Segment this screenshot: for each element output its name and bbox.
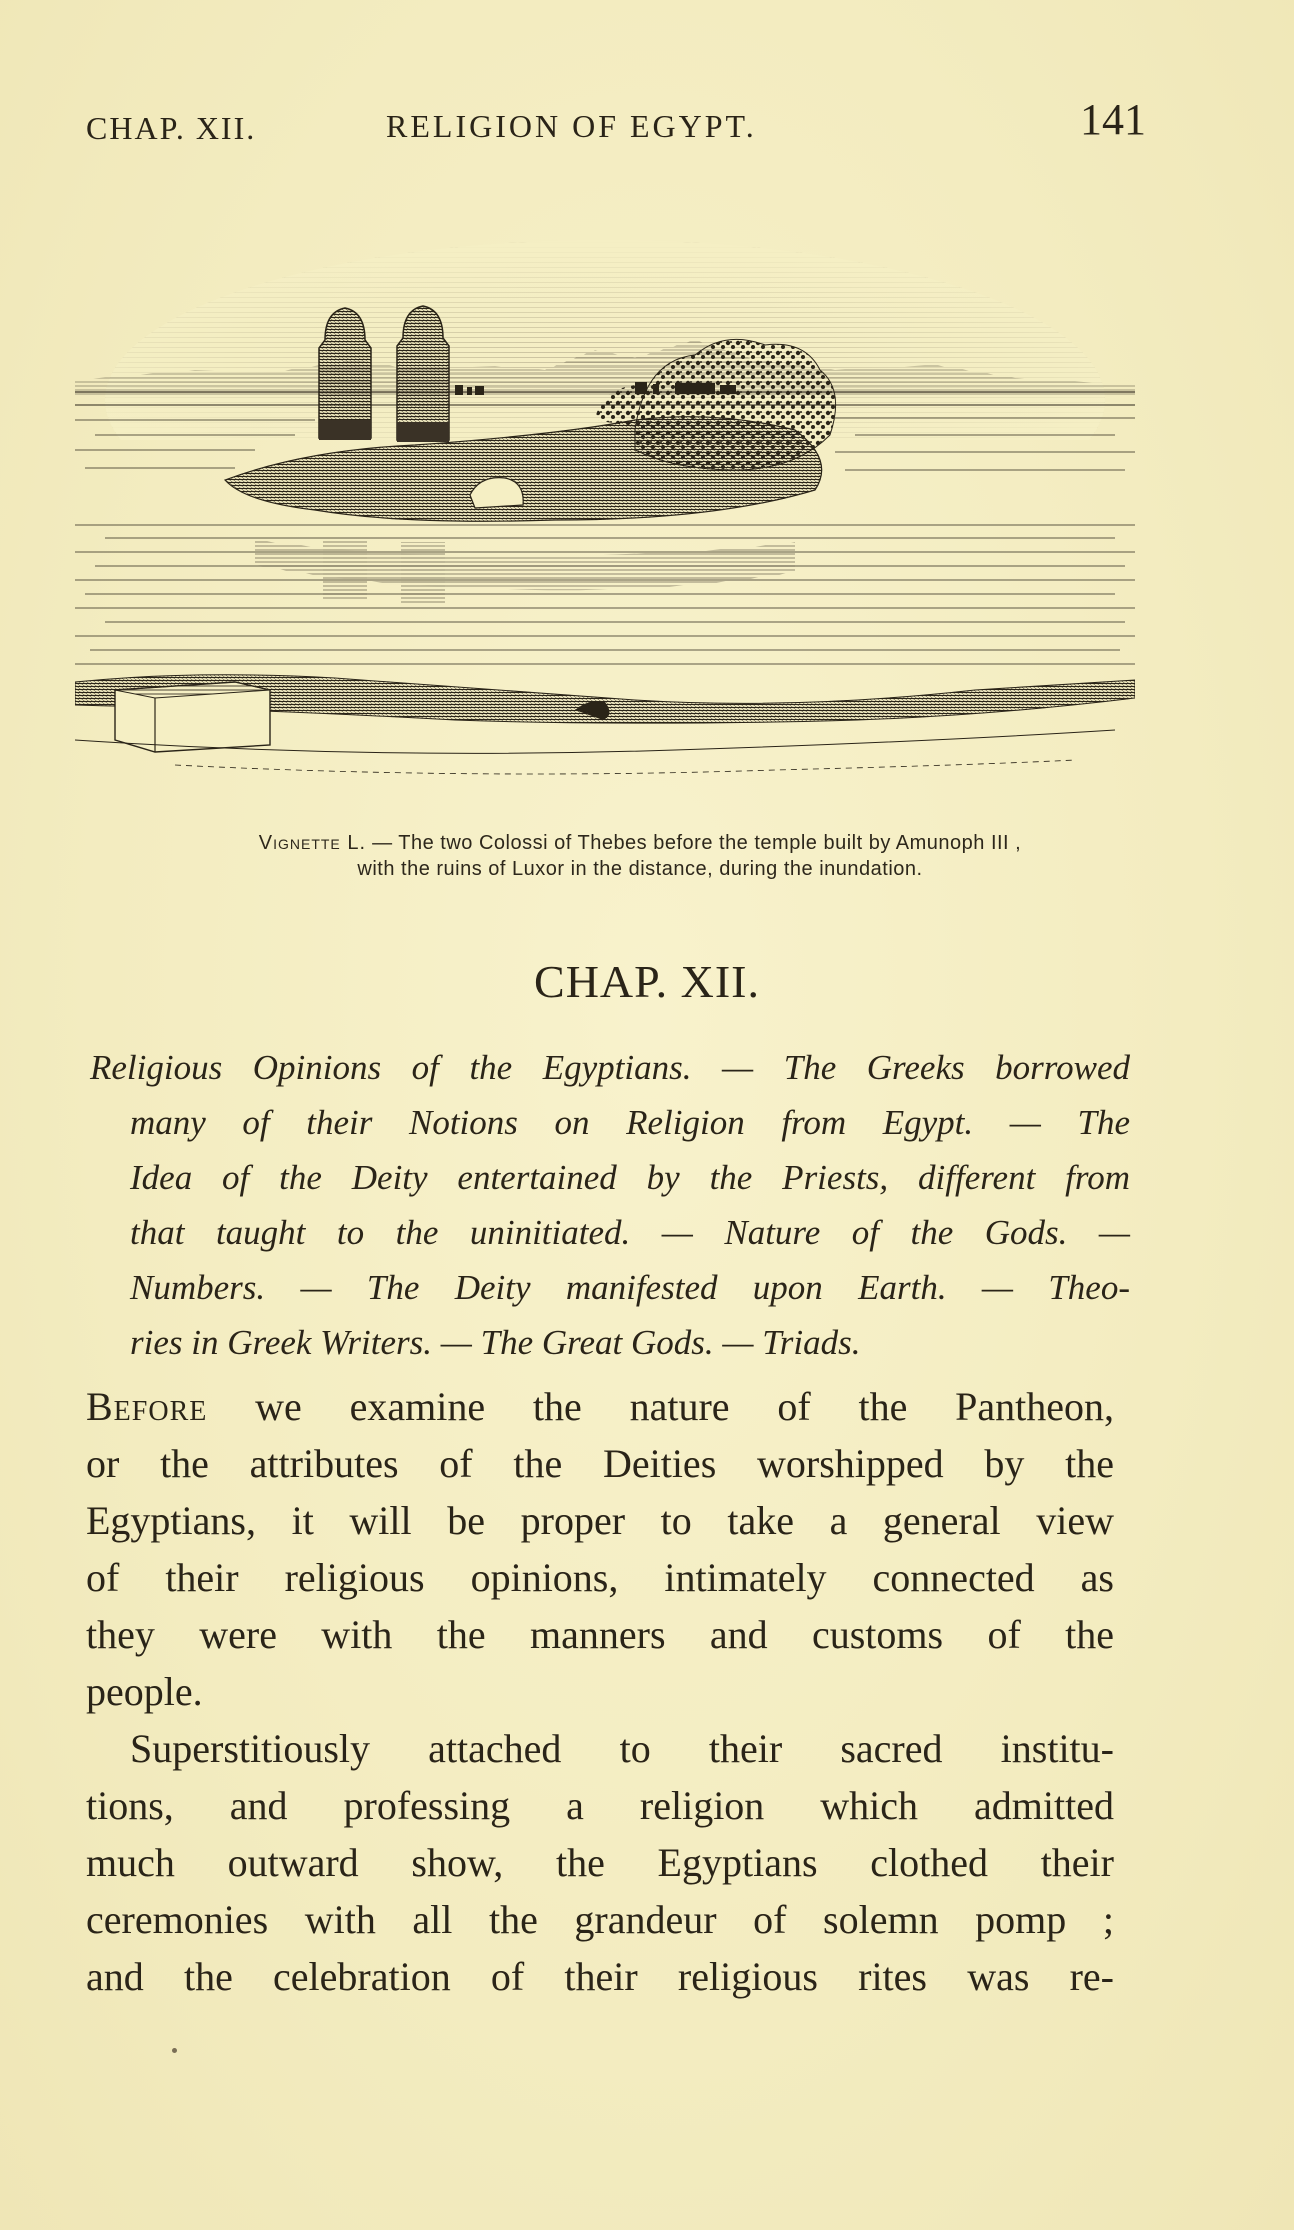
body-line: of their religious opinions, intimately connected as [86, 1555, 1114, 1600]
body-line: Egyptians, it will be proper to take a general view [86, 1498, 1114, 1543]
reflection [255, 540, 795, 604]
summary-line: Idea of the Deity entertained by the Priests, different from [130, 1158, 1130, 1197]
running-head [86, 95, 1146, 152]
page-number: 141 [1080, 95, 1146, 144]
vignette-caption [100, 830, 1180, 882]
body-line: much outward show, the Egyptians clothed their [86, 1840, 1114, 1885]
paper-speck [172, 2048, 177, 2053]
running-head-title: RELIGION OF EGYPT. [386, 108, 757, 144]
running-head-chapter: CHAP. XII. [86, 110, 257, 146]
foreground [75, 675, 1135, 774]
caption-line-2: with the ruins of Luxor in the distance, during the inundation. [357, 858, 923, 880]
body-line: Superstitiously attached to their sacred institu- [130, 1726, 1114, 1771]
body-line: they were with the manners and customs of the [86, 1612, 1114, 1657]
caption-line-1 [100, 830, 1180, 856]
body-line: or the attributes of the Deities worshipped by the [86, 1441, 1114, 1486]
body-line: people. [86, 1669, 203, 1714]
caption-line-1-text: — The two Colossi of Thebes before the temple built by Amunoph III , [366, 832, 1022, 854]
summary-line: Numbers. — The Deity manifested upon Earth. — Theo- [130, 1268, 1130, 1307]
body-line: tions, and professing a religion which admitted [86, 1783, 1114, 1828]
vignette-label: Vignette L. [258, 832, 367, 854]
chapter-heading: CHAP. XII. [534, 956, 760, 1007]
body-line: ceremonies with all the grandeur of solemn pomp ; [86, 1897, 1114, 1942]
opening-word: Before [86, 1384, 208, 1429]
body-line: and the celebration of their religious rites was re- [86, 1954, 1114, 1999]
summary-line: ries in Greek Writers. — The Great Gods. — Triads. [130, 1323, 861, 1362]
vignette-engraving [75, 220, 1135, 820]
body-line-text: we examine the nature of the Pantheon, [207, 1384, 1114, 1429]
summary-line: Religious Opinions of the Egyptians. — The Greeks borrowed [90, 1048, 1130, 1087]
chapter-summary [90, 1040, 1130, 1370]
summary-line: many of their Notions on Religion from Egypt. — The [130, 1103, 1130, 1142]
summary-line: that taught to the uninitiated. — Nature of the Gods. — [130, 1213, 1130, 1252]
body-line [86, 1378, 1114, 1435]
body-text [86, 1378, 1114, 2005]
